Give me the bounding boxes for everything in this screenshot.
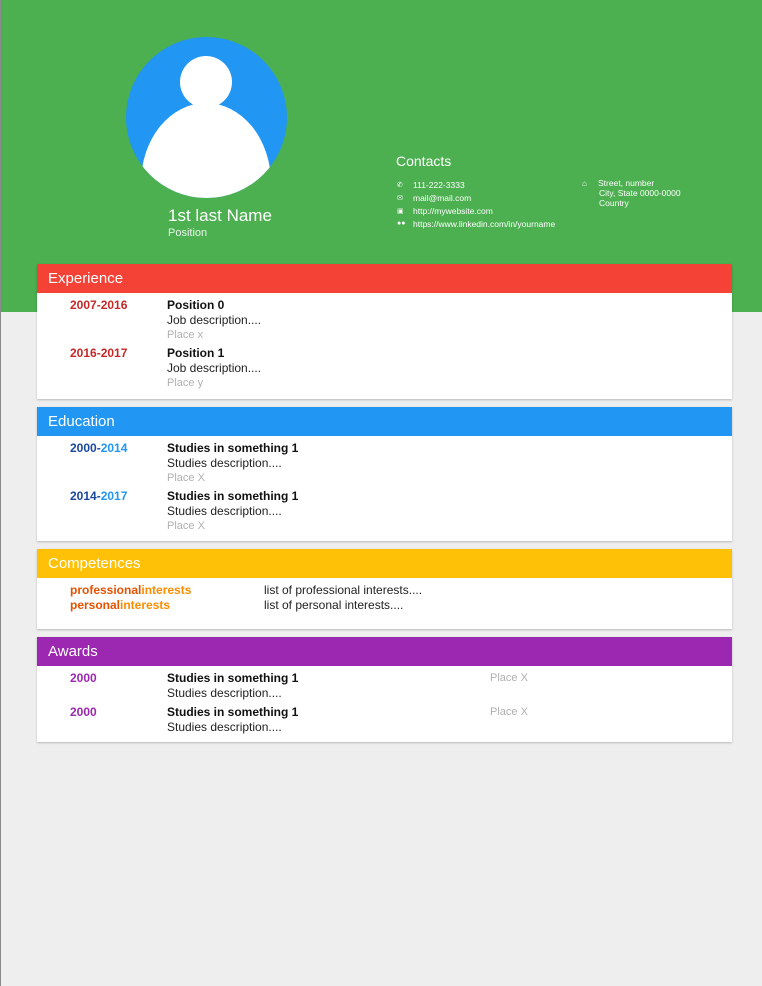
entry-description: Studies description.... (167, 504, 282, 518)
entry-years: 2014-2017 (70, 489, 128, 503)
profile-position: Position (168, 227, 208, 239)
contact-phone (397, 178, 555, 191)
entry-year: 2000 (70, 705, 97, 719)
email-icon: ✉ (397, 194, 403, 202)
address-line1: Street, number (598, 178, 655, 188)
entry-title: Studies in something 1 (167, 705, 299, 719)
entry-title: Studies in something 1 (167, 671, 299, 685)
entry-description: Studies description.... (167, 720, 282, 734)
contact-list (397, 178, 555, 230)
entry-title: Position 1 (167, 346, 225, 360)
entry-description: Studies description.... (167, 456, 282, 470)
avatar-head-shape (180, 56, 232, 108)
contact-address (582, 178, 681, 208)
contact-linkedin (397, 217, 555, 230)
competence-value: list of personal interests.... (264, 598, 404, 612)
competences-card (37, 549, 732, 629)
entry-year: 2000 (70, 671, 97, 685)
avatar-body-shape (141, 103, 271, 198)
contact-email (397, 191, 555, 204)
web-icon: ▣ (397, 207, 404, 215)
phone-icon: ✆ (397, 181, 403, 189)
profile-name: 1st last Name (168, 206, 272, 225)
competence-label: professionalinterests (70, 583, 192, 597)
entry-title: Studies in something 1 (167, 441, 299, 455)
experience-header: Experience (37, 264, 732, 293)
competences-header: Competences (37, 549, 732, 578)
address-line2: City, State 0000-0000 (599, 188, 681, 198)
education-header: Education (37, 407, 732, 436)
contact-website (397, 204, 555, 217)
competence-value: list of professional interests.... (264, 583, 423, 597)
entry-years: 2016-2017 (70, 346, 128, 360)
entry-place: Place X (167, 472, 205, 484)
entry-years: 2000-2014 (70, 441, 128, 455)
entry-description: Studies description.... (167, 686, 282, 700)
awards-card (37, 637, 732, 742)
home-icon: ⌂ (582, 179, 587, 188)
contacts-title: Contacts (396, 153, 452, 169)
entry-place: Place x (167, 329, 204, 341)
website-text[interactable]: http://mywebsite.com (413, 205, 493, 216)
entry-place: Place X (490, 672, 528, 684)
awards-header: Awards (37, 637, 732, 666)
competence-label: personalinterests (70, 598, 171, 612)
address-line3: Country (599, 198, 629, 208)
education-card (37, 407, 732, 541)
avatar (126, 37, 287, 198)
entry-description: Job description.... (167, 313, 262, 327)
entry-title: Position 0 (167, 298, 225, 312)
entry-description: Job description.... (167, 361, 262, 375)
entry-title: Studies in something 1 (167, 489, 299, 503)
people-icon: ●● (397, 220, 406, 227)
entry-place: Place X (490, 706, 528, 718)
linkedin-text[interactable]: https://www.linkedin.com/in/yourname (413, 218, 556, 229)
phone-text: 111-222-3333 (413, 179, 465, 190)
experience-card (37, 264, 732, 399)
entry-place: Place X (167, 520, 205, 532)
email-text[interactable]: mail@mail.com (413, 192, 472, 203)
entry-place: Place y (167, 377, 204, 389)
entry-years: 2007-2016 (70, 298, 128, 312)
